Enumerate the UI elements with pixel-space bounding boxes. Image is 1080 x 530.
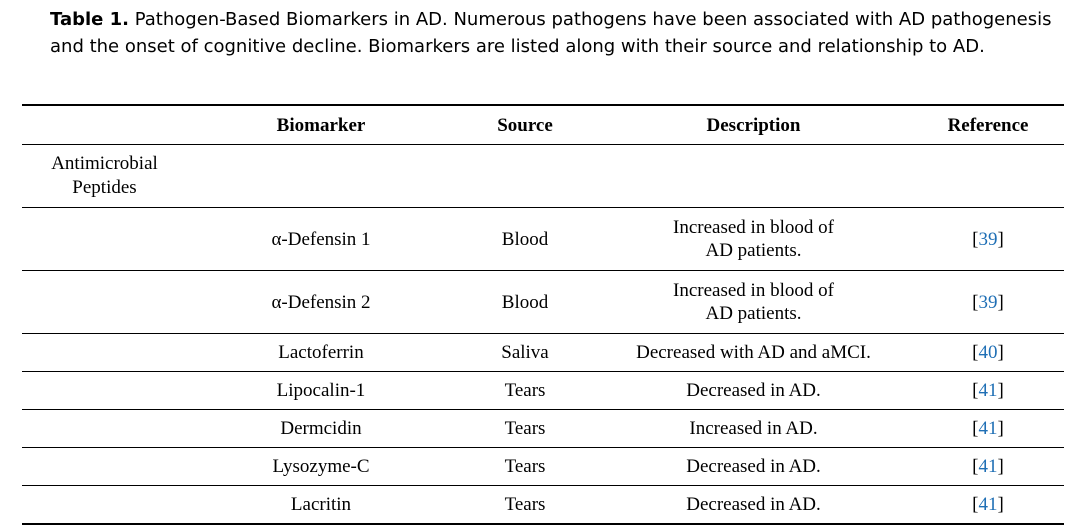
source-cell: Tears [455,448,595,486]
table-row [22,372,1064,410]
source-cell: Tears [455,486,595,525]
description-cell: Decreased in AD. [595,448,912,486]
source-cell: Blood [455,271,595,334]
group-label-line1: Antimicrobial [51,153,158,174]
biomarker-cell: Dermcidin [187,410,455,448]
reference-cell: [39] [912,271,1064,334]
reference-link[interactable]: 41 [978,418,998,439]
biomarker-cell: Lacritin [187,486,455,525]
reference-cell: [41] [912,372,1064,410]
biomarker-cell: Lipocalin-1 [187,372,455,410]
table-caption-text: Pathogen-Based Biomarkers in AD. Numerous pathogens have been associated with AD pathogenesis and the onset of cognitive decline. Biomarkers are listed along with their source and relationship to AD. [50,9,1052,57]
description-cell: Increased in blood of AD patients. [595,271,912,334]
reference-cell: [39] [912,208,1064,271]
biomarker-table [22,104,1064,525]
reference-link[interactable]: 39 [978,291,998,313]
reference-cell: [41] [912,410,1064,448]
group-label [22,145,187,208]
reference-cell: [41] [912,448,1064,486]
table-caption-label: Table 1. [50,9,129,30]
table-header-row [22,105,1064,145]
reference-cell: [40] [912,334,1064,372]
table-row [22,486,1064,525]
biomarker-cell: α-Defensin 2 [187,271,455,334]
reference-link[interactable]: 39 [978,228,998,250]
group-label-line2: Peptides [72,177,137,198]
reference-cell: [41] [912,486,1064,525]
header-reference: Reference [912,105,1064,145]
biomarker-cell: Lactoferrin [187,334,455,372]
table-row [22,410,1064,448]
header-source: Source [455,105,595,145]
description-cell: Decreased with AD and aMCI. [595,334,912,372]
table-row [22,208,1064,271]
header-category [22,105,187,145]
source-cell: Saliva [455,334,595,372]
table-caption [50,6,1060,60]
header-biomarker: Biomarker [187,105,455,145]
table-group-row [22,145,1064,208]
table-row [22,271,1064,334]
description-cell: Increased in blood of AD patients. [595,208,912,271]
table-row [22,448,1064,486]
biomarker-cell: α-Defensin 1 [187,208,455,271]
reference-link[interactable]: 41 [978,456,998,477]
reference-link[interactable]: 41 [978,380,998,401]
reference-link[interactable]: 41 [978,494,998,515]
description-cell: Decreased in AD. [595,486,912,525]
source-cell: Tears [455,372,595,410]
source-cell: Tears [455,410,595,448]
header-description: Description [595,105,912,145]
table-row [22,334,1064,372]
biomarker-cell: Lysozyme-C [187,448,455,486]
reference-link[interactable]: 40 [978,342,998,363]
description-cell: Decreased in AD. [595,372,912,410]
description-cell: Increased in AD. [595,410,912,448]
source-cell: Blood [455,208,595,271]
